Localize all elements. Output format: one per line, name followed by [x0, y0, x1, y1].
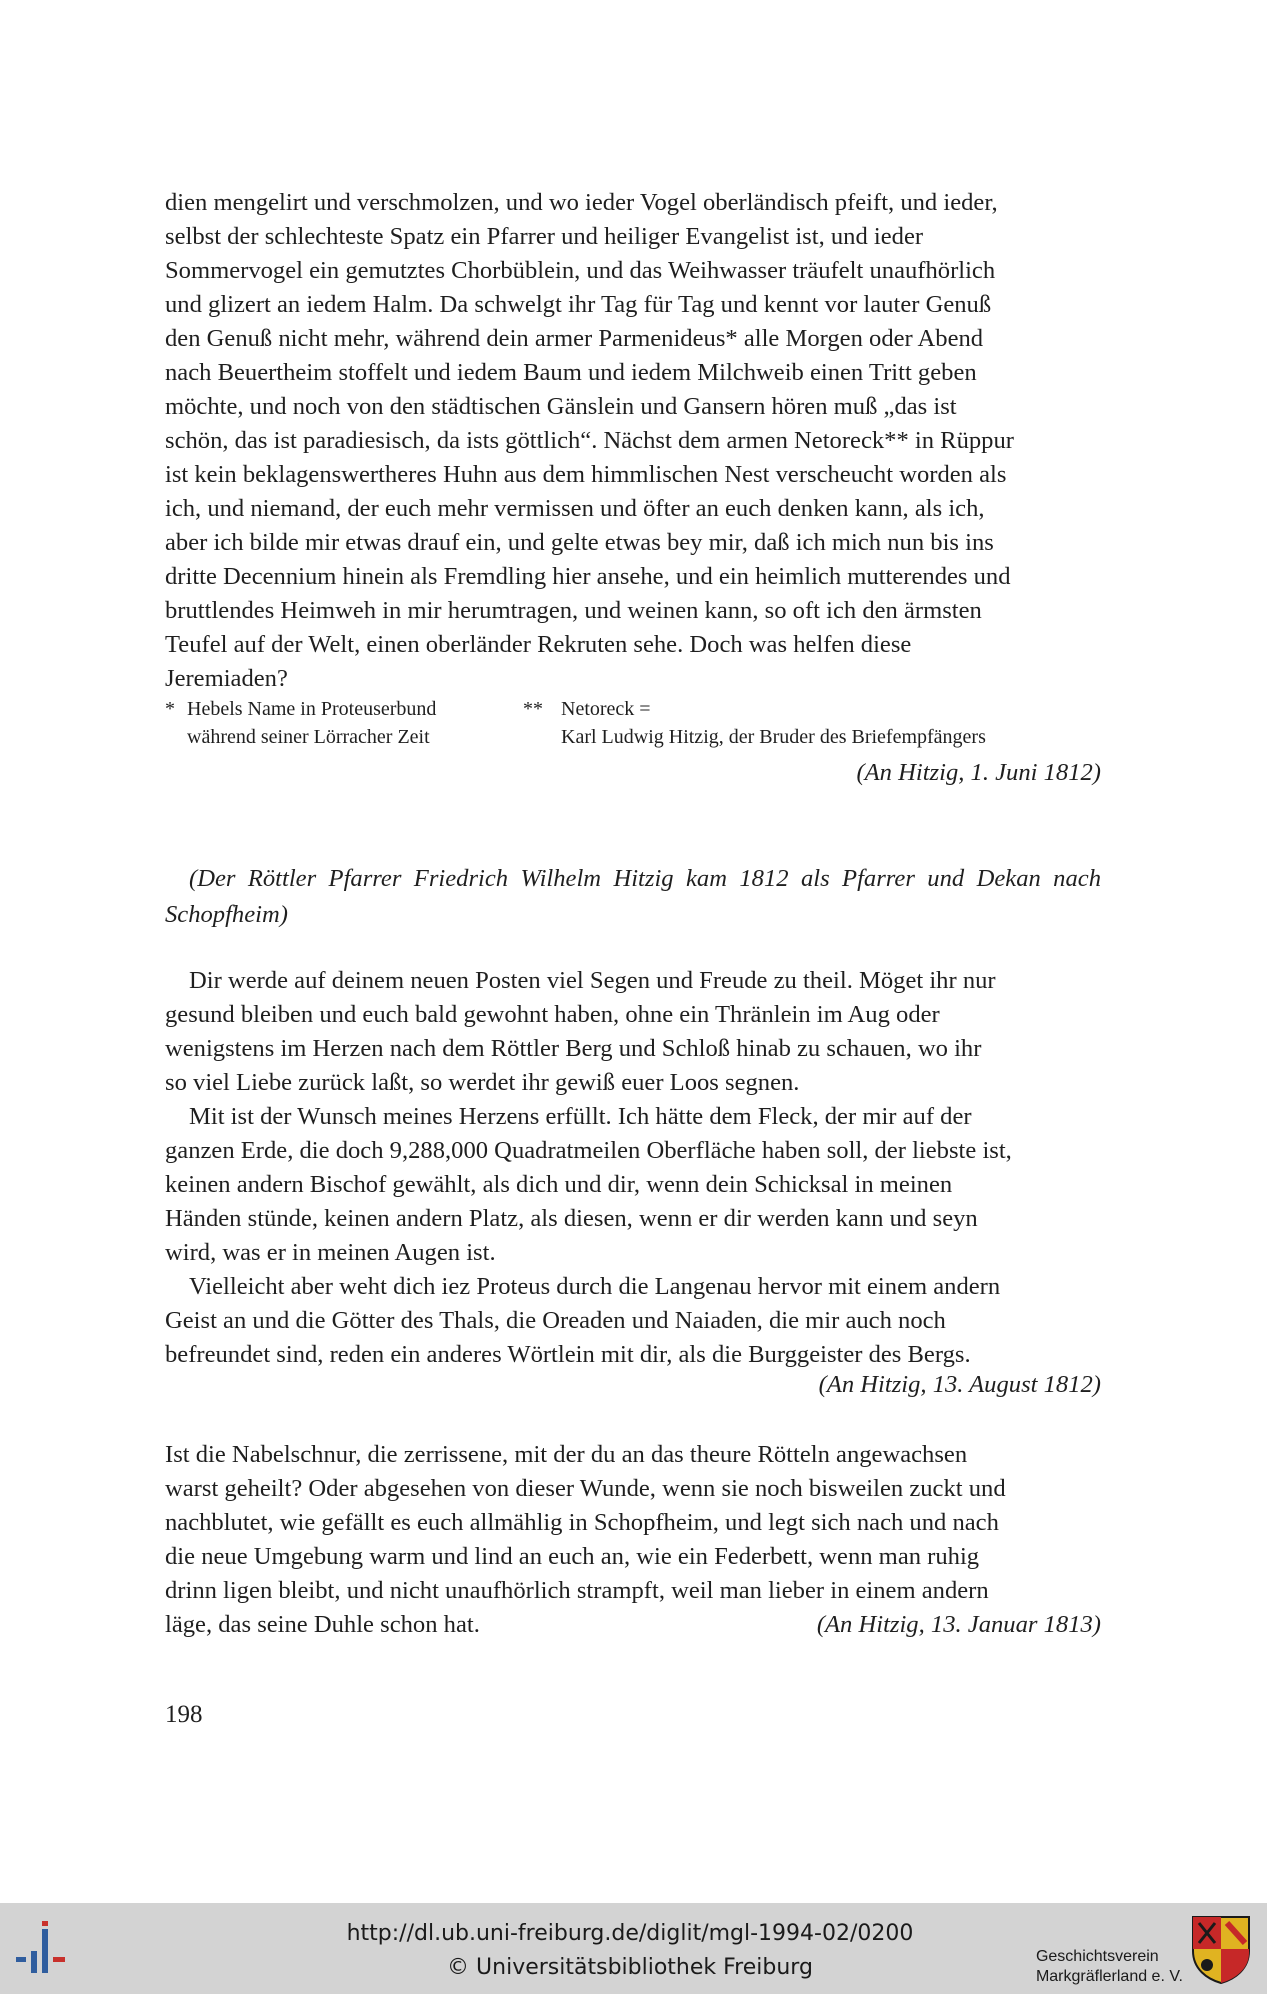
text-line: keinen andern Bischof gewählt, als dich und dir, wenn dein Schicksal in meinen: [165, 1171, 953, 1198]
coat-of-arms-icon[interactable]: [1189, 1913, 1253, 1985]
text-line: den Genuß nicht mehr, während dein armer Parmenideus* alle Morgen oder Abend: [165, 325, 984, 352]
footnote-text: Netoreck =: [561, 698, 651, 720]
footnote-text: Karl Ludwig Hitzig, der Bruder des Briefempfängers: [561, 726, 986, 748]
text-line: Händen stünde, keinen andern Platz, als diesen, wenn er dir werden kann und seyn: [165, 1205, 978, 1232]
society-name-line: Geschichtsverein: [1035, 1948, 1159, 1965]
text-line: wenigstens im Herzen nach dem Röttler Berg und Schloß hinab zu schauen, wo ihr: [165, 1035, 982, 1062]
letter-3-body: [165, 1438, 1101, 1642]
text-line: warst geheilt? Oder abgesehen von dieser Wunde, wenn sie noch bisweilen zuckt und: [165, 1475, 1006, 1502]
letter-1-body: [165, 186, 1101, 696]
text-line: nachblutet, wie gefällt es euch allmählig in Schopfheim, und legt sich nach und nach: [165, 1509, 999, 1536]
text-line: befreundet sind, reden ein anderes Wörtlein mit dir, als die Burggeister des Bergs.: [165, 1341, 971, 1368]
text-line: wird, was er in meinen Augen ist.: [165, 1239, 496, 1266]
text-line: und glizert an iedem Halm. Da schwelgt ihr Tag für Tag und kennt vor lauter Genuß: [165, 291, 992, 318]
society-name[interactable]: [1036, 1947, 1183, 1987]
text-line: drinn ligen bleibt, und nicht unaufhörlich strampft, weil man lieber in einem andern: [165, 1577, 989, 1604]
footnote-parmenideus: [165, 695, 495, 751]
text-line: die neue Umgebung warm und lind an euch an, wie ein Federbett, wenn man ruhig: [165, 1543, 980, 1570]
letter-2-body: [165, 964, 1101, 1372]
text-line: gesund bleiben und euch bald gewohnt haben, ohne ein Thränlein im Aug oder: [165, 1001, 940, 1028]
editorial-note: (Der Röttler Pfarrer Friedrich Wilhelm Hitzig kam 1812 als Pfarrer und Dekan nach Schopfheim): [165, 865, 1101, 928]
page-number: 198: [165, 1701, 203, 1728]
text-line: dritte Decennium hinein als Fremdling hier ansehe, und ein heimlich mutterendes und: [165, 563, 1011, 590]
ub-freiburg-logo-icon[interactable]: [14, 1919, 78, 1983]
text-line: ich, und niemand, der euch mehr vermissen und öfter an euch denken kann, als ich,: [165, 495, 985, 522]
text-line: selbst der schlechteste Spatz ein Pfarrer und heiliger Evangelist ist, und ieder: [165, 223, 924, 250]
footnote-text: während seiner Lörracher Zeit: [187, 726, 430, 748]
footnote-mark: *: [165, 698, 175, 720]
text-line: schön, das ist paradiesisch, da ists göttlich“. Nächst dem armen Netoreck** in Rüppur: [165, 427, 1014, 454]
footnote-text: Hebels Name in Proteuserbund: [187, 698, 437, 720]
text-line: dien mengelirt und verschmolzen, und wo ieder Vogel oberländisch pfeift, und ieder,: [165, 189, 998, 216]
text-line: Mit ist der Wunsch meines Herzens erfüllt. Ich hätte dem Fleck, der mir auf der: [189, 1103, 972, 1130]
text-line: nach Beuertheim stoffelt und iedem Baum und iedem Milchweib einen Tritt geben: [165, 359, 977, 386]
letter-3-citation: (An Hitzig, 13. Januar 1813): [816, 1611, 1101, 1638]
text-line: Dir werde auf deinem neuen Posten viel Segen und Freude zu theil. Möget ihr nur: [189, 967, 996, 994]
letter-1-citation: (An Hitzig, 1. Juni 1812): [856, 759, 1101, 786]
letter-2-citation: (An Hitzig, 13. August 1812): [818, 1371, 1101, 1398]
copyright-text: © Universitätsbibliothek Freiburg: [447, 1955, 813, 1980]
society-name-line: Markgräflerland e. V.: [1035, 1968, 1183, 1985]
text-line: ist kein beklagenswertheres Huhn aus dem himmlischen Nest verscheucht worden als: [165, 461, 1007, 488]
text-line: Teufel auf der Welt, einen oberländer Rekruten sehe. Doch was helfen diese: [165, 631, 912, 658]
viewer-footer: [0, 1903, 1267, 1994]
text-line-with-citation: [165, 1608, 1101, 1642]
permalink-url[interactable]: http://dl.ub.uni-freiburg.de/diglit/mgl-1994-02/0200: [346, 1921, 914, 1946]
footer-center: [300, 1917, 960, 1985]
text-line: läge, das seine Duhle schon hat.: [165, 1611, 480, 1638]
text-line: ganzen Erde, die doch 9,288,000 Quadratmeilen Oberfläche haben soll, der liebste ist,: [165, 1137, 1012, 1164]
text-line: Geist an und die Götter des Thals, die Oreaden und Naiaden, die mir auch noch: [165, 1307, 946, 1334]
text-line: bruttlendes Heimweh in mir herumtragen, und weinen kann, so oft ich den ärmsten: [165, 597, 982, 624]
text-line: aber ich bilde mir etwas drauf ein, und gelte etwas bey mir, daß ich mich nun bis ins: [165, 529, 994, 556]
text-line: Ist die Nabelschnur, die zerrissene, mit der du an das theure Rötteln angewachsen: [165, 1441, 968, 1468]
footnote-netoreck: [523, 695, 1101, 751]
text-line: Vielleicht aber weht dich iez Proteus durch die Langenau hervor mit einem andern: [189, 1273, 1001, 1300]
text-line: Jeremiaden?: [165, 665, 288, 692]
text-line: so viel Liebe zurück laßt, so werdet ihr gewiß euer Loos segnen.: [165, 1069, 800, 1096]
footnote-mark: **: [523, 698, 543, 720]
text-line: möchte, und noch von den städtischen Gänslein und Gansern hören muß „das ist: [165, 393, 957, 420]
text-line: Sommervogel ein gemutztes Chorbüblein, und das Weihwasser träufelt unaufhörlich: [165, 257, 996, 284]
